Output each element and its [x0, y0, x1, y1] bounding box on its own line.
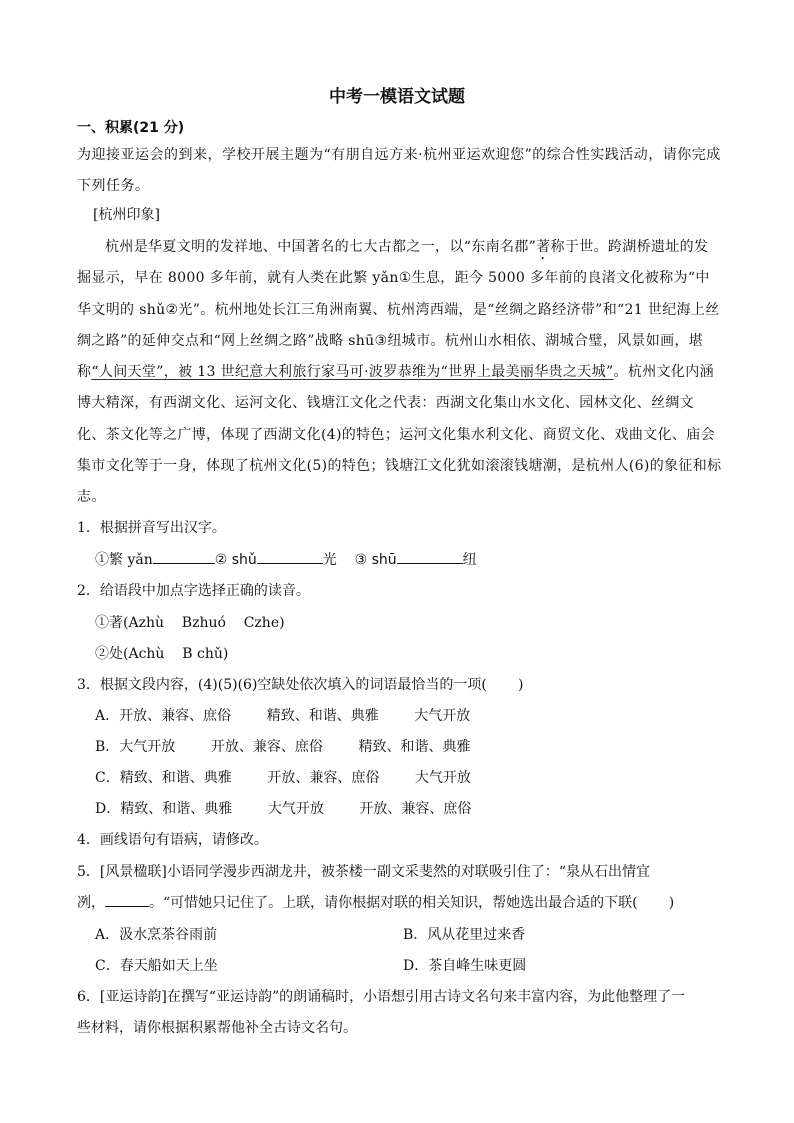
q2-stem: 2．给语段中加点字选择正确的读音。: [77, 583, 310, 599]
q5-option-d[interactable]: D．茶自峰生味更圆: [403, 958, 527, 974]
q1-b-blank[interactable]: [257, 549, 323, 564]
q1-b-after: 光: [322, 552, 337, 568]
q6-line-1: 6．[亚运诗韵]在撰写“亚运诗韵”的朗诵稿时，小语想引用古诗文名句来丰富内容，为此他整理了一: [77, 989, 686, 1005]
q3-option-a[interactable]: A．开放、兼容、庶俗 精致、和谐、典雅 大气开放: [95, 708, 471, 724]
q2-option-b: ②处(Achù B chǔ): [95, 646, 229, 662]
q5-blank[interactable]: [105, 892, 149, 907]
q5-option-b[interactable]: B．风从花里过来香: [403, 927, 526, 943]
q5-line-1: 5．[风景楹联]小语同学漫步西湖龙井，被茶楼一副文采斐然的对联吸引住了：“泉从石出情宜: [77, 864, 650, 880]
q3-stem: 3．根据文段内容，(4)(5)(6)空缺处依次填入的词语最恰当的一项( ): [77, 677, 524, 693]
q1-b-label: ② shǔ: [214, 552, 257, 568]
q5-line-2-post: 。“可惜她只记住了。上联，请你根据对联的相关知识，帮她选出最合适的下联( ): [149, 895, 675, 911]
q1-a-label: ①繁 yǎn: [95, 552, 153, 568]
q1-stem: 1．根据拼音写出汉字。: [77, 520, 226, 536]
q1-a-blank[interactable]: [153, 549, 215, 564]
q6-line-2: 些材料，请你根据积累帮他补全古诗文名句。: [77, 1020, 357, 1036]
q5-option-c[interactable]: C．春天船如天上坐: [95, 958, 218, 974]
q4-stem: 4．画线语句有语病，请修改。: [77, 832, 268, 848]
subheading: [杭州印象]: [93, 207, 160, 223]
page-title: 中考一模语文试题: [329, 87, 465, 107]
q5-option-a[interactable]: A．汲水烹茶谷雨前: [95, 927, 218, 943]
q1-c-after: 纽: [462, 552, 477, 568]
section-heading: 一、积累(21 分): [77, 120, 185, 136]
q1-answers: [95, 549, 477, 571]
underlined-sentence: “人间天堂”，被 13 世纪意大利旅行家马可·波罗恭维为“世界上最美丽华贵之天城”: [91, 364, 614, 381]
q1-c-label: ③ shū: [354, 552, 397, 568]
dotted-char: 著: [536, 239, 551, 255]
q5-line-2: [77, 892, 674, 914]
q5-line-2-pre: 冽，: [77, 895, 105, 911]
reading-passage: [77, 232, 722, 514]
q1-c-blank[interactable]: [397, 549, 463, 564]
q3-option-d[interactable]: D．精致、和谐、典雅 大气开放 开放、兼容、庶俗: [95, 801, 472, 817]
passage-part-1: 杭州是华夏文明的发祥地、中国著名的七大古都之一，以“东南名郡”: [105, 239, 537, 255]
q2-option-a: ①著(Azhù Bzhuó Czhe): [95, 615, 285, 631]
passage-part-4: 。杭州文化内涵博大精深，有西湖文化、运河文化、钱塘江文化之代表：西湖文化集山水文化、园林文化、丝绸文化、茶文化等之广博，体现了西湖文化(4)的特色；运河文化集水利文化、商贸文化、戏曲文化、庙会集市文化等于一身，体现了杭州文化(5)的特色；钱塘江文化犹如滚滚钱塘潮，是杭州人(6)的象征和标志。: [77, 364, 722, 506]
passage-part-2: 称于世。跨湖桥遗址的发掘显示，早在 8000 多年前，就有人类在此繁 yǎn①生息，距今 5000 多年前的良渚文化被称为“中华文明的 shǔ②光”。杭州地处长江三角洲南翼、杭州湾西端，是“丝绸之路经济带”和“21 世纪海上丝绸之路”的延伸交点和“网上丝绸之路”战略 shū③纽城市。杭州山水相依、湖城合璧，风景如画，堪称: [77, 239, 720, 381]
q3-option-b[interactable]: B．大气开放 开放、兼容、庶俗 精致、和谐、典雅: [95, 739, 471, 755]
q3-option-c[interactable]: C．精致、和谐、典雅 开放、兼容、庶俗 大气开放: [95, 770, 471, 786]
intro-text: 为迎接亚运会的到来，学校开展主题为“有朋自远方来·杭州亚运欢迎您”的综合性实践活动，请你完成下列任务。: [77, 147, 721, 194]
